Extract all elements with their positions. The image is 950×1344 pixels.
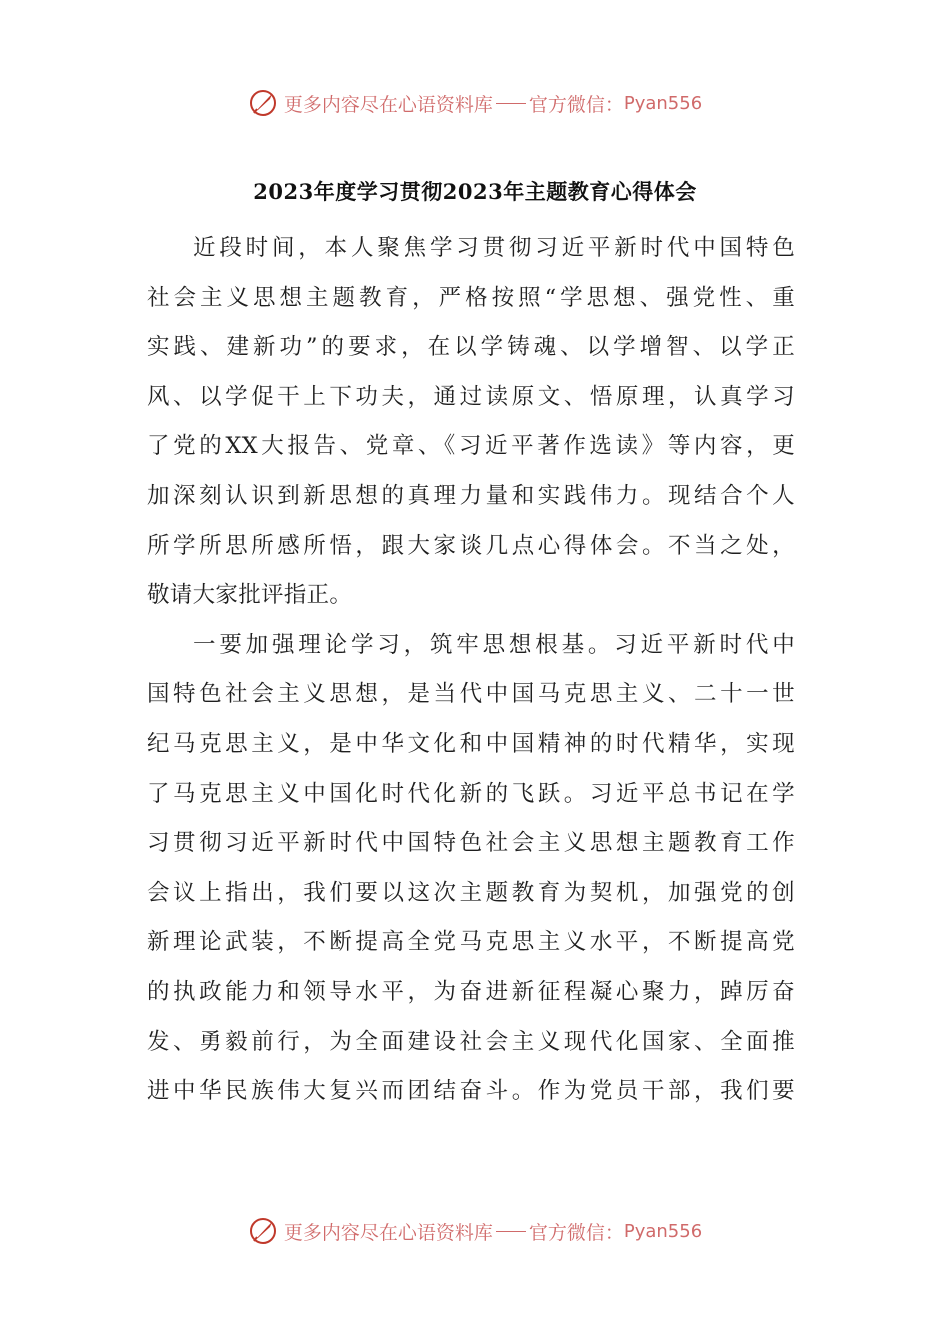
quill-pen-icon bbox=[248, 88, 278, 118]
text-line: 会议上指出，我们要以这次主题教育为契机，加强党的创 bbox=[147, 879, 795, 906]
text-line: 近段时间，本人聚焦学习贯彻习近平新时代中国特色 bbox=[193, 235, 795, 261]
watermark-text: 更多内容尽在心语资料库 bbox=[283, 93, 493, 116]
text-line: 习贯彻习近平新时代中国特色社会主义思想主题教育工作 bbox=[147, 830, 795, 857]
watermark-banner-bottom bbox=[0, 1211, 950, 1251]
text-line: 实践、建新功”的要求，在以学铸魂、以学增智、以学正 bbox=[147, 334, 795, 361]
watermark-dash bbox=[496, 103, 526, 104]
text-line: 了马克思主义中国化时代化新的飞跃。习近平总书记在学 bbox=[147, 780, 795, 807]
text-line: 新理论武装，不断提高全党马克思主义水平，不断提高党 bbox=[147, 929, 795, 956]
quill-pen-icon bbox=[248, 1216, 278, 1246]
watermark-dash bbox=[496, 1231, 526, 1232]
text-line: 国特色社会主义思想，是当代中国马克思主义、二十一世 bbox=[147, 681, 795, 708]
text-line: 风、以学促干上下功夫，通过读原文、悟原理，认真学习 bbox=[147, 383, 795, 410]
text-line: 进中华民族伟大复兴而团结奋斗。作为党员干部，我们要 bbox=[147, 1078, 795, 1105]
document-title: 2023年度学习贯彻2023年主题教育心得体会 bbox=[253, 179, 697, 204]
document-body bbox=[147, 224, 795, 1117]
text-line: 纪马克思主义，是中华文化和中国精神的时代精华，实现 bbox=[147, 730, 795, 757]
text-line: 发、勇毅前行，为全面建设社会主义现代化国家、全面推 bbox=[147, 1028, 795, 1055]
watermark-text: 更多内容尽在心语资料库 bbox=[283, 1221, 493, 1244]
watermark-wechat-id: Pyan556 bbox=[623, 1220, 703, 1242]
watermark-tail: 官方微信： bbox=[528, 93, 624, 116]
watermark-wechat-id: Pyan556 bbox=[623, 92, 703, 114]
text-line: 敬请大家批评指正。 bbox=[147, 582, 353, 609]
watermark-tail: 官方微信： bbox=[528, 1221, 624, 1244]
text-line: 的执政能力和领导水平，为奋进新征程凝心聚力，踔厉奋 bbox=[147, 978, 795, 1005]
text-line: 了党的XX大报告、党章、《习近平著作选读》等内容，更 bbox=[147, 433, 795, 460]
text-line: 社会主义思想主题教育，严格按照“学思想、强党性、重 bbox=[147, 284, 795, 311]
watermark-banner-top bbox=[0, 83, 950, 123]
text-line: 所学所思所感所悟，跟大家谈几点心得体会。不当之处， bbox=[147, 532, 795, 559]
text-line: 一要加强理论学习，筑牢思想根基。习近平新时代中 bbox=[193, 631, 795, 658]
text-line: 加深刻认识到新思想的真理力量和实践伟力。现结合个人 bbox=[147, 482, 795, 509]
